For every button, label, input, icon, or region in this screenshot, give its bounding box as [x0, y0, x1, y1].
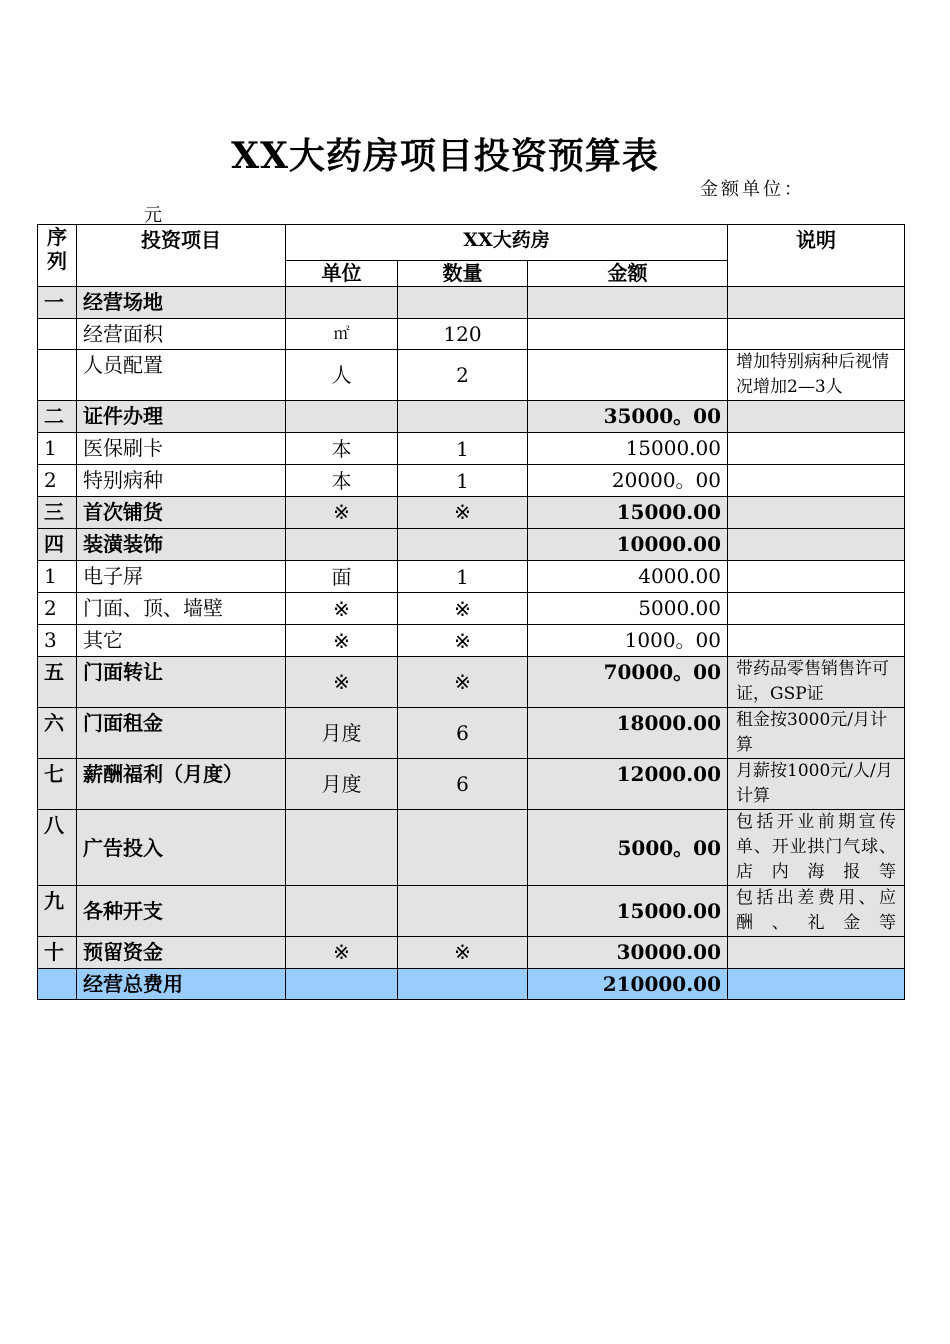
table-row	[38, 401, 905, 433]
row-seq: 五	[38, 657, 77, 708]
row-note	[728, 625, 905, 657]
row-qty: ※	[398, 657, 528, 708]
row-unit	[286, 401, 398, 433]
page-title: XX大药房项目投资预算表	[231, 135, 659, 177]
row-qty	[398, 969, 528, 1000]
row-item: 特别病种	[77, 465, 286, 497]
row-unit: ㎡	[286, 319, 398, 350]
row-item: 广告投入	[77, 810, 286, 886]
row-unit	[286, 969, 398, 1000]
row-qty: 2	[398, 350, 528, 401]
row-seq: 四	[38, 529, 77, 561]
row-note	[728, 433, 905, 465]
row-qty: ※	[398, 497, 528, 529]
table-row	[38, 529, 905, 561]
row-qty: 1	[398, 465, 528, 497]
table-row	[38, 287, 905, 319]
table-row	[38, 708, 905, 759]
row-note	[728, 561, 905, 593]
row-seq: 六	[38, 708, 77, 759]
row-seq: 十	[38, 937, 77, 969]
row-amount: 5000。00	[528, 810, 728, 886]
row-unit: 本	[286, 433, 398, 465]
table-row	[38, 319, 905, 350]
row-item: 医保刷卡	[77, 433, 286, 465]
row-item: 预留资金	[77, 937, 286, 969]
row-item: 经营面积	[77, 319, 286, 350]
row-amount	[528, 287, 728, 319]
table-row	[38, 497, 905, 529]
row-amount: 15000.00	[528, 497, 728, 529]
row-item: 经营场地	[77, 287, 286, 319]
row-seq: 1	[38, 561, 77, 593]
row-unit	[286, 529, 398, 561]
row-amount: 5000.00	[528, 593, 728, 625]
row-seq	[38, 319, 77, 350]
row-seq: 一	[38, 287, 77, 319]
row-unit: 月度	[286, 708, 398, 759]
row-unit: 人	[286, 350, 398, 401]
row-unit	[286, 287, 398, 319]
row-item: 装潢装饰	[77, 529, 286, 561]
table-row	[38, 886, 905, 937]
currency-unit-label: 金额单位：	[700, 179, 805, 200]
row-qty	[398, 287, 528, 319]
row-item: 门面租金	[77, 708, 286, 759]
row-amount: 70000。00	[528, 657, 728, 708]
row-amount: 4000.00	[528, 561, 728, 593]
row-seq: 九	[38, 886, 77, 937]
row-note	[728, 497, 905, 529]
row-unit	[286, 810, 398, 886]
row-amount	[528, 350, 728, 401]
row-qty: ※	[398, 593, 528, 625]
table-row	[38, 593, 905, 625]
table-row	[38, 433, 905, 465]
row-unit: 本	[286, 465, 398, 497]
table-row	[38, 350, 905, 401]
row-note	[728, 529, 905, 561]
budget-table	[37, 224, 905, 1000]
row-item: 门面、顶、墙壁	[77, 593, 286, 625]
row-amount: 210000.00	[528, 969, 728, 1000]
header-item: 投资项目	[77, 225, 286, 287]
row-item: 首次铺货	[77, 497, 286, 529]
table-row	[38, 625, 905, 657]
row-amount: 35000。00	[528, 401, 728, 433]
header-note: 说明	[728, 225, 905, 287]
row-qty: ※	[398, 937, 528, 969]
row-item: 电子屏	[77, 561, 286, 593]
row-note: 带药品零售销售许可证，GSP证	[728, 657, 905, 708]
row-qty: ※	[398, 625, 528, 657]
row-unit: 面	[286, 561, 398, 593]
row-item: 薪酬福利（月度）	[77, 759, 286, 810]
row-item: 经营总费用	[77, 969, 286, 1000]
row-seq: 八	[38, 810, 77, 886]
row-qty	[398, 886, 528, 937]
row-seq: 二	[38, 401, 77, 433]
currency-unit-value: 元	[144, 205, 162, 226]
table-row	[38, 759, 905, 810]
row-seq: 2	[38, 593, 77, 625]
row-note	[728, 937, 905, 969]
table-row	[38, 657, 905, 708]
header-seq-label: 序列	[47, 225, 67, 273]
row-seq: 1	[38, 433, 77, 465]
row-item: 人员配置	[77, 350, 286, 401]
row-qty	[398, 810, 528, 886]
total-row	[38, 969, 905, 1000]
row-unit: ※	[286, 593, 398, 625]
row-note: 增加特别病种后视情况增加2—3人	[728, 350, 905, 401]
row-note: 月薪按1000元/人/月计算	[728, 759, 905, 810]
row-amount: 15000.00	[528, 886, 728, 937]
row-qty: 120	[398, 319, 528, 350]
row-qty	[398, 529, 528, 561]
row-amount	[528, 319, 728, 350]
row-seq	[38, 969, 77, 1000]
header-seq	[38, 225, 77, 287]
row-qty: 6	[398, 708, 528, 759]
row-unit: ※	[286, 625, 398, 657]
row-unit: 月度	[286, 759, 398, 810]
row-note	[728, 969, 905, 1000]
row-amount: 12000.00	[528, 759, 728, 810]
table-row	[38, 561, 905, 593]
row-amount: 15000.00	[528, 433, 728, 465]
row-note: 包括出差费用、应酬、礼金等	[728, 886, 905, 937]
row-seq: 2	[38, 465, 77, 497]
row-item: 其它	[77, 625, 286, 657]
row-item: 证件办理	[77, 401, 286, 433]
row-qty: 1	[398, 561, 528, 593]
header-store-group: XX大药房	[286, 225, 728, 261]
row-item: 各种开支	[77, 886, 286, 937]
table-row	[38, 465, 905, 497]
row-qty: 1	[398, 433, 528, 465]
row-note	[728, 465, 905, 497]
row-note	[728, 401, 905, 433]
header-qty: 数量	[398, 261, 528, 287]
row-unit: ※	[286, 937, 398, 969]
table-row	[38, 810, 905, 886]
row-amount: 1000。00	[528, 625, 728, 657]
row-amount: 30000.00	[528, 937, 728, 969]
row-unit: ※	[286, 657, 398, 708]
header-amount: 金额	[528, 261, 728, 287]
row-amount: 10000.00	[528, 529, 728, 561]
row-seq: 三	[38, 497, 77, 529]
row-note: 包括开业前期宣传单、开业拱门气球、店内海报等	[728, 810, 905, 886]
row-note	[728, 593, 905, 625]
row-seq	[38, 350, 77, 401]
row-item: 门面转让	[77, 657, 286, 708]
row-amount: 18000.00	[528, 708, 728, 759]
row-unit: ※	[286, 497, 398, 529]
table-row	[38, 937, 905, 969]
row-qty	[398, 401, 528, 433]
row-seq: 七	[38, 759, 77, 810]
row-unit	[286, 886, 398, 937]
row-seq: 3	[38, 625, 77, 657]
row-qty: 6	[398, 759, 528, 810]
row-note	[728, 319, 905, 350]
header-unit: 单位	[286, 261, 398, 287]
row-note	[728, 287, 905, 319]
row-note: 租金按3000元/月计算	[728, 708, 905, 759]
row-amount: 20000。00	[528, 465, 728, 497]
